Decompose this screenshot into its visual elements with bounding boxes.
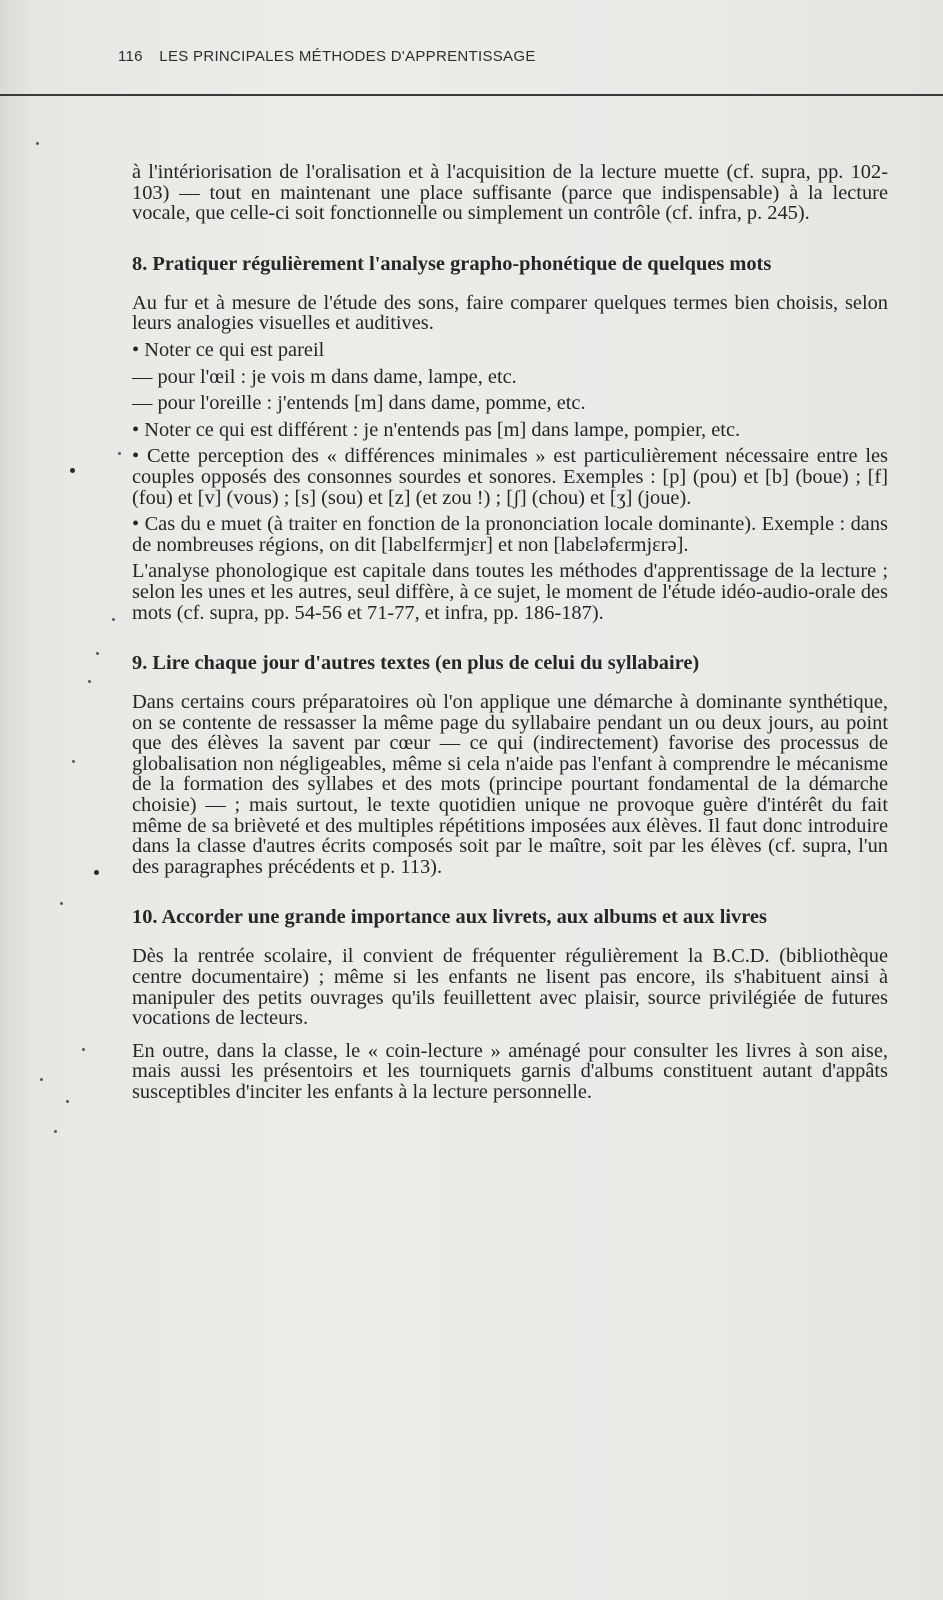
- section-8-dash-ear: — pour l'oreille : j'entends [m] dans dame, pomme, etc.: [132, 392, 586, 415]
- section-8-bullet-mute-e: • Cas du e muet (à traiter en fonction de la prononciation locale dominante). Exemple : dans de nombreuses régions, on dit [labɛlfɛrmjɛr] et non [labɛləfɛrmjɛrə].: [132, 513, 888, 556]
- print-speck: [60, 902, 63, 905]
- print-speck: [118, 452, 121, 455]
- section-8-bullet-same: • Noter ce qui est pareil: [132, 338, 325, 361]
- section-9-paragraph-1: Dans certains cours préparatoires où l'on applique une démarche à dominante synthétique, on se contente de ressasser la même page du syllabaire pendant un ou deux jours, au point que des élèves la savent par cœur — ce qui (indirectement) favorise des processus de globalisation non négligeables, même si cela n'aide pas l'enfant à comprendre le mécanisme de la formation des syllabes et des mots (principe pourtant fondamental de la démarche choisie) — ; mais surtout, le texte quotidien unique ne provoque guère d'intérêt du fait même de sa brièveté et des multiples répétitions imposées aux élèves. Il faut donc introduire dans la classe d'autres écrits composés soit par le maître, soit par les élèves (cf. supra, l'un des paragraphes précédents et p. 113).: [132, 691, 888, 878]
- print-speck: [36, 142, 39, 145]
- section-9-heading: 9. Lire chaque jour d'autres textes (en plus de celui du syllabaire): [132, 652, 700, 675]
- print-speck: [96, 652, 99, 655]
- section-8-paragraph-1: Au fur et à mesure de l'étude des sons, faire comparer quelques termes bien choisis, selon leurs analogies visuelles et auditives.: [132, 291, 888, 335]
- page-number: 116: [118, 48, 143, 65]
- section-10-heading: 10. Accorder une grande importance aux livrets, aux albums et aux livres: [132, 906, 767, 929]
- page-body: [132, 162, 888, 1115]
- print-speck: [82, 1048, 85, 1051]
- print-speck: [72, 760, 75, 763]
- section-10-paragraph-1: Dès la rentrée scolaire, il convient de fréquenter régulièrement la B.C.D. (bibliothèque centre documentaire) ; même si les enfants ne lisent pas encore, ils s'habituent ainsi à manipuler des petits ouvrages qu'ils feuillettent avec plaisir, source privilégiée de futures vocations de lecteurs.: [132, 945, 888, 1030]
- intro-paragraph: à l'intériorisation de l'oralisation et à l'acquisition de la lecture muette (cf. supra, pp. 102-103) — tout en maintenant une place suffisante (parce que indispensable) à la lecture vocale, que celle-ci soit fonctionnelle ou simplement un contrôle (cf. infra, p. 245).: [132, 161, 888, 225]
- section-8-heading: 8. Pratiquer régulièrement l'analyse grapho-phonétique de quelques mots: [132, 252, 772, 275]
- running-title: LES PRINCIPALES MÉTHODES D'APPRENTISSAGE: [159, 48, 536, 65]
- print-speck: [54, 1130, 57, 1133]
- header-rule: [0, 94, 943, 96]
- section-8-dash-eye: — pour l'œil : je vois m dans dame, lampe, etc.: [132, 365, 517, 388]
- print-speck: [70, 468, 75, 473]
- print-speck: [94, 870, 99, 875]
- print-speck: [88, 680, 91, 683]
- running-header: [118, 48, 536, 65]
- section-8-bullet-different: • Noter ce qui est différent : je n'entends pas [m] dans lampe, pompier, etc.: [132, 418, 741, 441]
- section-10-paragraph-2: En outre, dans la classe, le « coin-lecture » aménagé pour consulter les livres à son aise, mais aussi les présentoirs et les tourniquets garnis d'albums constituent autant d'appâts susceptibles d'inciter les enfants à la lecture personnelle.: [132, 1039, 888, 1103]
- section-8-bullet-minimal-pairs: • Cette perception des « différences minimales » est particulièrement nécessaire entre les couples opposés des consonnes sourdes et sonores. Exemples : [p] (pou) et [b] (boue) ; [f] (fou) et [v] (vous) ; [s] (sou) et [z] (et zou !) ; [ʃ] (chou) et [ʒ] (joue).: [132, 445, 888, 509]
- print-speck: [66, 1100, 69, 1103]
- print-speck: [40, 1078, 43, 1081]
- section-8-paragraph-analysis: L'analyse phonologique est capitale dans toutes les méthodes d'apprentissage de la lecture ; selon les unes et les autres, seul diffère, à ce sujet, le moment de l'étude idéo-audio-orale des mots (cf. supra, pp. 54-56 et 71-77, et infra, pp. 186-187).: [132, 560, 888, 624]
- print-speck: [112, 618, 115, 621]
